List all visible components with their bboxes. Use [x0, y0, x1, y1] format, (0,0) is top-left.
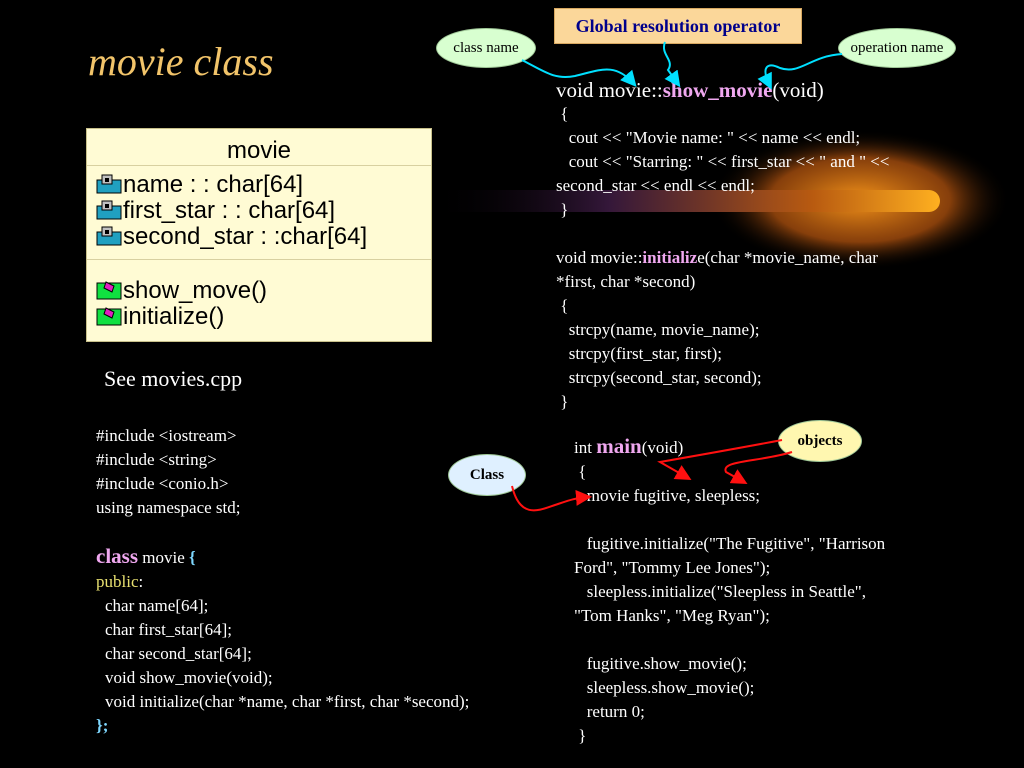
code-line: strcpy(name, movie_name); — [556, 320, 760, 339]
code-line: "Tom Hanks", "Meg Ryan"); — [574, 606, 770, 625]
scope-prefix: void movie:: — [556, 78, 663, 102]
operation-name-callout: operation name — [838, 28, 956, 68]
code-line: movie fugitive, sleepless; — [574, 486, 761, 505]
class-name-callout: class name — [436, 28, 536, 68]
code-line: { — [556, 296, 569, 315]
show-movie-name: show_movie — [662, 78, 773, 102]
code-line: char first_star[64]; — [105, 620, 232, 639]
code-line: { — [556, 104, 569, 123]
signature-suffix: (void) — [772, 78, 824, 102]
int-keyword: int — [574, 438, 597, 457]
attribute-text: name : : char[64] — [123, 171, 304, 198]
code-line: *first, char *second) — [556, 272, 696, 291]
public-colon: : — [138, 572, 144, 591]
code-line: second_star << endl << endl; — [556, 176, 755, 195]
initialize-name: initializ — [642, 248, 698, 267]
code-line: } — [556, 200, 569, 219]
code-line: sleepless.show_movie(); — [574, 678, 755, 697]
code-line: strcpy(first_star, first); — [556, 344, 722, 363]
code-line: char name[64]; — [105, 596, 209, 615]
uml-class-name: movie — [87, 129, 431, 166]
code-line: return 0; — [574, 702, 645, 721]
scope-prefix: void movie:: — [556, 248, 643, 267]
code-line: void initialize(char *name, char *first, char *second); — [105, 692, 470, 711]
code-line: cout << "Starring: " << first_star << " and " << — [556, 152, 890, 171]
objects-callout: objects — [778, 420, 862, 462]
operation-name-arrow — [765, 54, 842, 86]
close-brace: }; — [96, 716, 109, 735]
class-decl-name: movie — [142, 548, 185, 567]
objects-arrow-sleepless — [725, 452, 792, 482]
code-line: { — [574, 462, 587, 481]
open-brace: { — [189, 548, 196, 567]
operation-text: show_move() — [123, 277, 268, 304]
public-keyword: public — [96, 572, 139, 591]
attribute-text: first_star : : char[64] — [123, 197, 336, 224]
code-line: void show_movie(void); — [105, 668, 273, 687]
class-name-arrow — [522, 60, 634, 84]
global-resolution-callout: Global resolution operator — [554, 8, 802, 44]
code-line: } — [574, 726, 587, 745]
code-line: #include <conio.h> — [96, 474, 229, 493]
page-title: movie class — [88, 39, 274, 84]
attribute-text: second_star : :char[64] — [123, 223, 368, 250]
code-line: sleepless.initialize("Sleepless in Seattle", — [574, 582, 866, 601]
code-line: #include <iostream> — [96, 426, 237, 445]
class-arrow — [512, 486, 588, 510]
code-line: Ford", "Tommy Lee Jones"); — [574, 558, 771, 577]
see-file-note: See movies.cpp — [104, 366, 243, 391]
code-line: #include <string> — [96, 450, 217, 469]
code-line: cout << "Movie name: " << name << endl; — [556, 128, 861, 147]
class-callout: Class — [448, 454, 526, 496]
code-line: using namespace std; — [96, 498, 241, 517]
code-line: } — [556, 392, 569, 411]
code-line: strcpy(second_star, second); — [556, 368, 762, 387]
class-keyword: class — [96, 544, 138, 568]
operation-text: initialize() — [123, 303, 225, 330]
main-suffix: (void) — [641, 438, 684, 457]
code-line: char second_star[64]; — [105, 644, 252, 663]
main-name: main — [596, 434, 642, 458]
code-line: fugitive.show_movie(); — [574, 654, 747, 673]
signature-suffix: e(char *movie_name, char — [697, 248, 878, 267]
code-line: fugitive.initialize("The Fugitive", "Harrison — [574, 534, 886, 553]
global-resolution-arrow — [664, 42, 678, 84]
